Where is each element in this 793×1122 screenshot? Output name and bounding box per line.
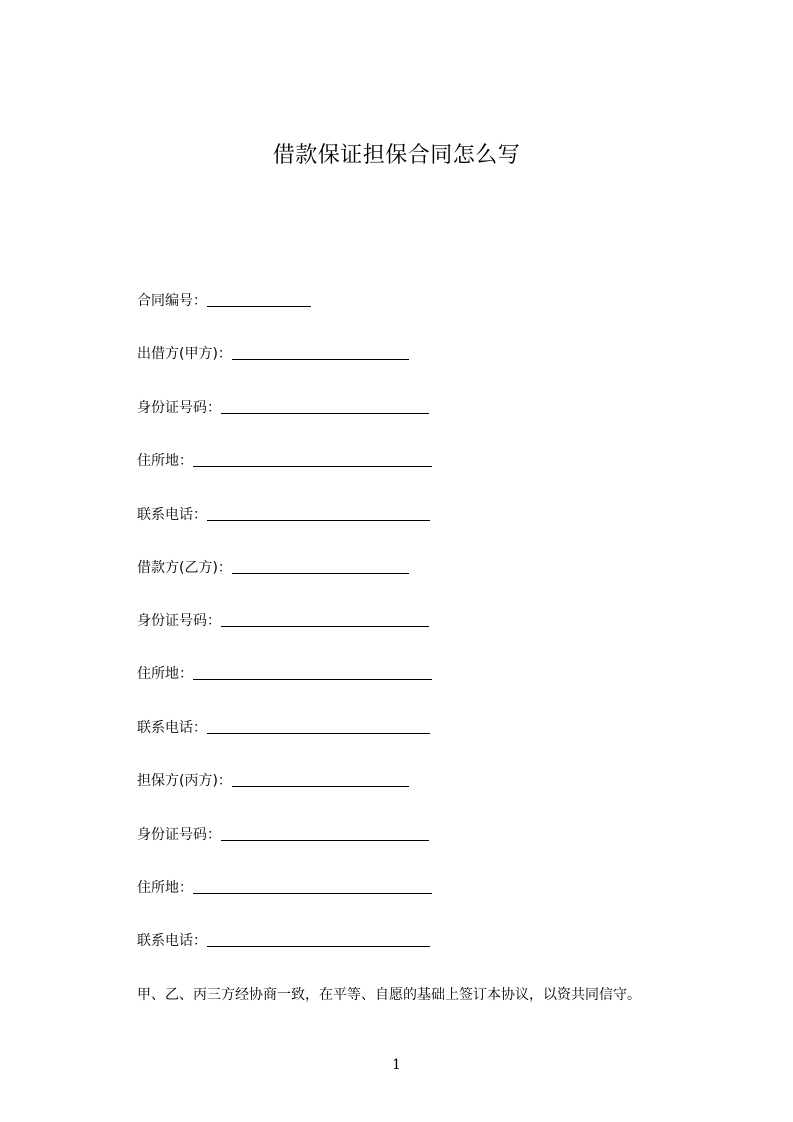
lender-phone-field bbox=[137, 503, 430, 527]
lender-id-label: 身份证号码： bbox=[137, 400, 221, 416]
lender-address-blank[interactable] bbox=[193, 449, 432, 467]
borrower-phone-field bbox=[137, 716, 430, 740]
lender-id-blank[interactable] bbox=[221, 396, 429, 414]
agreement-statement: 甲、乙、丙三方经协商一致，在平等、自愿的基础上签订本协议，以资共同信守。 bbox=[137, 987, 641, 1003]
lender-address-label: 住所地： bbox=[137, 453, 193, 469]
contract-number-field bbox=[137, 289, 311, 313]
guarantor-phone-label: 联系电话： bbox=[137, 933, 207, 949]
lender-id-field bbox=[137, 396, 429, 420]
lender-party-label: 出借方(甲方)： bbox=[137, 346, 232, 362]
guarantor-id-label: 身份证号码： bbox=[137, 827, 221, 843]
guarantor-address-label: 住所地： bbox=[137, 880, 193, 896]
borrower-party-field bbox=[137, 556, 409, 580]
guarantor-party-field bbox=[137, 769, 409, 793]
borrower-name-blank[interactable] bbox=[232, 556, 409, 574]
lender-name-blank[interactable] bbox=[232, 342, 409, 360]
lender-phone-label: 联系电话： bbox=[137, 507, 207, 523]
borrower-id-label: 身份证号码： bbox=[137, 613, 221, 629]
guarantor-id-blank[interactable] bbox=[221, 823, 429, 841]
borrower-phone-blank[interactable] bbox=[207, 716, 430, 734]
guarantor-name-blank[interactable] bbox=[232, 769, 409, 787]
document-title: 借款保证担保合同怎么写 bbox=[272, 143, 521, 168]
borrower-phone-label: 联系电话： bbox=[137, 720, 207, 736]
borrower-address-field bbox=[137, 662, 432, 686]
contract-number-blank[interactable] bbox=[207, 289, 311, 307]
guarantor-phone-blank[interactable] bbox=[207, 929, 430, 947]
guarantor-address-field bbox=[137, 876, 432, 900]
borrower-address-label: 住所地： bbox=[137, 666, 193, 682]
lender-address-field bbox=[137, 449, 432, 473]
contract-number-label: 合同编号： bbox=[137, 293, 207, 309]
borrower-id-field bbox=[137, 609, 429, 633]
borrower-id-blank[interactable] bbox=[221, 609, 429, 627]
lender-phone-blank[interactable] bbox=[207, 503, 430, 521]
guarantor-id-field bbox=[137, 823, 429, 847]
guarantor-address-blank[interactable] bbox=[193, 876, 432, 894]
lender-party-field bbox=[137, 342, 409, 366]
borrower-party-label: 借款方(乙方)： bbox=[137, 560, 232, 576]
page-number: 1 bbox=[392, 1057, 401, 1073]
guarantor-phone-field bbox=[137, 929, 430, 953]
borrower-address-blank[interactable] bbox=[193, 662, 432, 680]
guarantor-party-label: 担保方(丙方)： bbox=[137, 773, 232, 789]
